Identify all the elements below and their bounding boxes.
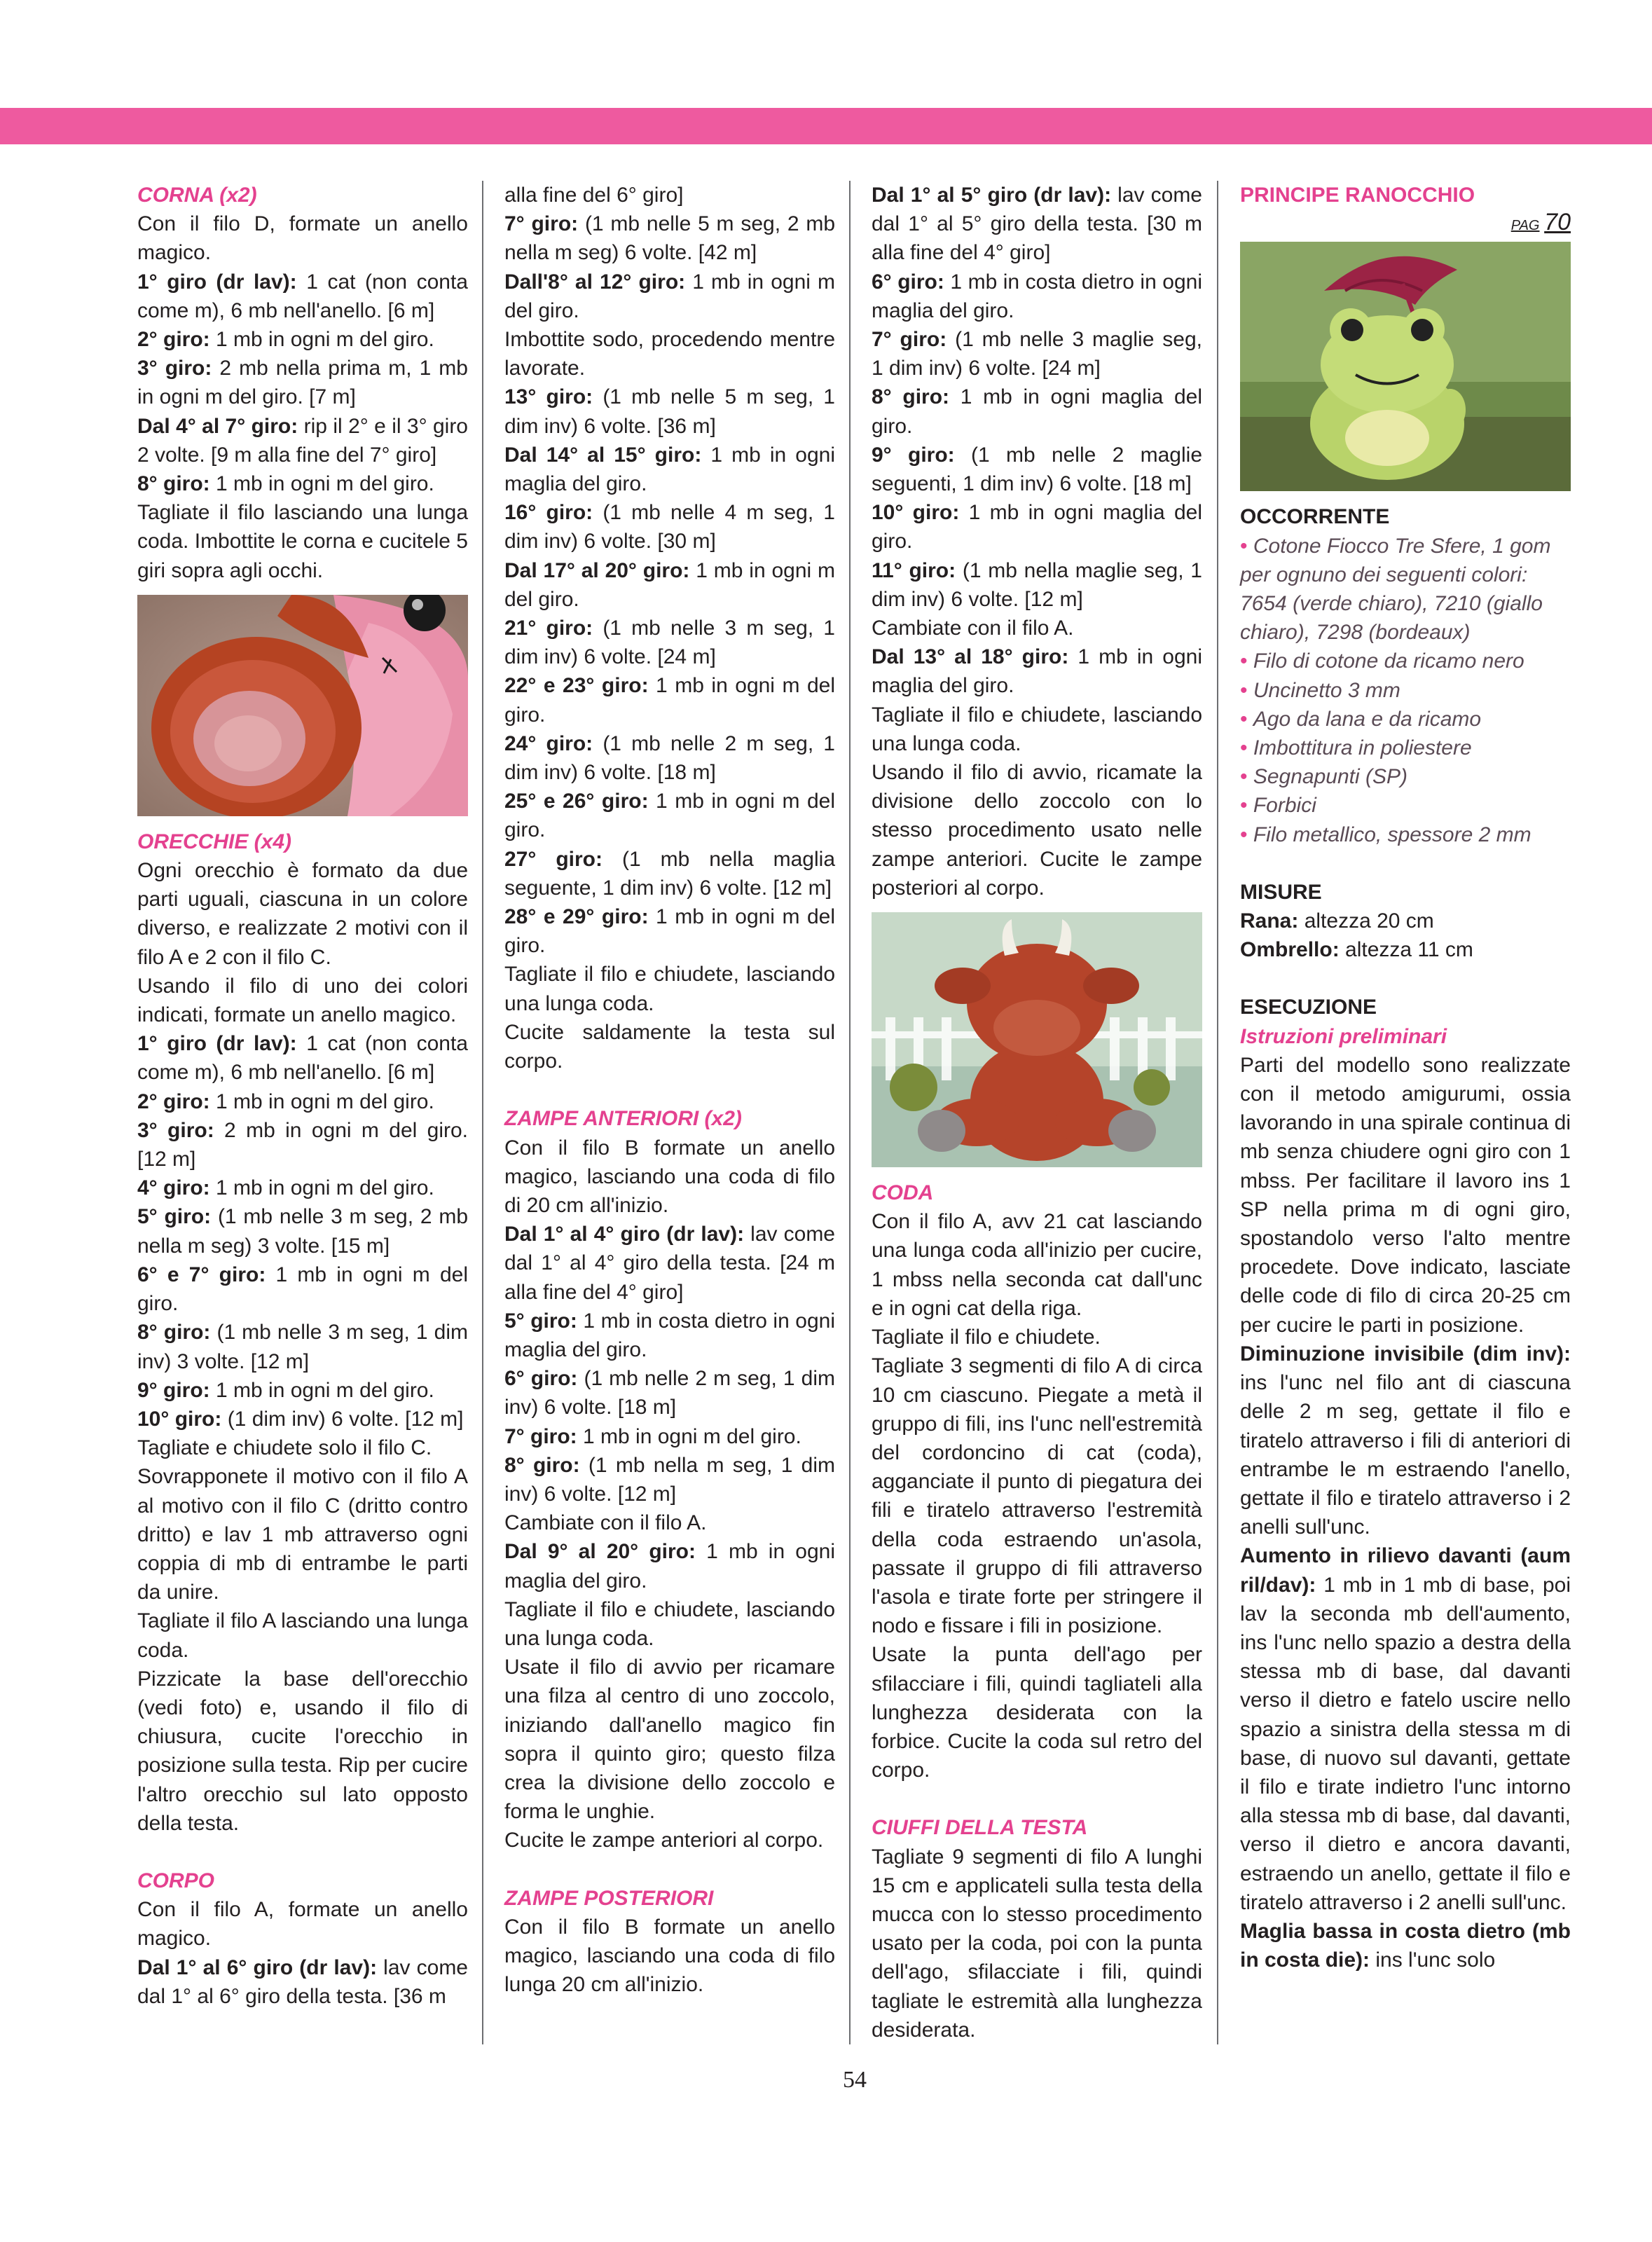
row-label: 2° giro: [137, 1089, 210, 1113]
row-label: 7° giro: [872, 328, 947, 352]
esecuzione-rows [1240, 1051, 1571, 1975]
frog-amigurumi-photo [1240, 242, 1571, 491]
row-label: 9° giro: [872, 443, 955, 467]
instruction-paragraph [137, 325, 468, 354]
instruction-paragraph [872, 642, 1202, 700]
instruction-paragraph [137, 1376, 468, 1405]
row-label: 3° giro: [137, 1118, 214, 1142]
row-label: Dal 4° al 7° giro: [137, 414, 298, 438]
row-text: (1 mb nelle 3 m seg, 1 dim inv) 6 volte. [24 m] [504, 617, 835, 669]
instruction-paragraph [137, 1087, 468, 1116]
row-label: 16° giro: [504, 501, 593, 525]
row-text: 1 mb in 1 mb di base, poi lav la seconda mb dell'aumento, ins l'unc nello spazio a destra della stessa mb di base, dal davanti verso il dietro e fatelo uscire nello spazio a sinistra della stessa m di base, di nuovo sul davanti, gettate il filo e tirate indietro l'unc intorno alla stessa mb di base, dal davanti, verso il dietro e ancora davanti, estraendo un anello, gettate il filo e tiratelo attraverso i 2 anelli sull'unc. [1240, 1573, 1571, 1914]
section-title-esecuzione: ESECUZIONE [1240, 996, 1377, 1019]
row-text: lav come dal 1° al 6° giro della testa. [36 m [137, 1955, 468, 2008]
zampe-posteriori-rows-continued [872, 181, 1202, 902]
row-text: (1 mb nelle 3 maglie seg, 1 dim inv) 6 volte. [24 m] [872, 328, 1202, 380]
instruction-paragraph [872, 498, 1202, 556]
page-reference-label: PAG [1510, 218, 1540, 234]
instruction-paragraph [504, 1508, 835, 1537]
row-text: 1 mb in ogni maglia del giro. [872, 645, 1202, 698]
misure-rows [1240, 907, 1571, 964]
instruction-paragraph [137, 1202, 468, 1260]
row-label: 7° giro: [504, 1424, 577, 1448]
instruction-paragraph [872, 1843, 1202, 2044]
instruction-paragraph [872, 1207, 1202, 1323]
section-title-coda: CODA [872, 1181, 934, 1205]
row-text: Pizzicate la base dell'orecchio (vedi foto) e, usando il filo di chiusura, cucite l'orecchio in posizione sulla testa. Rip per cucire l'altro orecchio sul lato opposto della testa. [137, 1667, 468, 1835]
row-text: Tagliate il filo e chiudete. [872, 1326, 1101, 1349]
instruction-paragraph [137, 1433, 468, 1462]
section-title-misure: MISURE [1240, 880, 1322, 904]
row-text: 1 mb in ogni m del giro. [209, 1089, 434, 1113]
material-text: Filo di cotone da ricamo nero [1253, 649, 1524, 673]
instruction-paragraph [137, 1174, 468, 1202]
pattern-title: PRINCIPE RANOCCHIO [1240, 184, 1475, 207]
instruction-paragraph [137, 412, 468, 469]
instruction-paragraph [872, 181, 1202, 268]
zampe-posteriori-rows [504, 1913, 835, 2000]
instruction-paragraph [504, 671, 835, 729]
instruction-paragraph [504, 902, 835, 960]
column-3 [872, 181, 1202, 2044]
bullet-icon: • [1240, 678, 1253, 702]
instruction-paragraph [137, 1116, 468, 1174]
row-text: 1 mb in ogni m del giro. [577, 1424, 801, 1448]
row-text: 1 mb in ogni maglia del giro. [504, 443, 835, 496]
instruction-paragraph [504, 845, 835, 902]
page-number: 54 [843, 2067, 867, 2093]
row-text: (1 mb nelle 3 m seg, 1 dim inv) 3 volte. [12 m] [137, 1321, 468, 1373]
row-label: Dal 1° al 6° giro (dr lav): [137, 1955, 378, 1979]
row-label: 27° giro: [504, 847, 603, 871]
instruction-paragraph [504, 1018, 835, 1075]
instruction-paragraph [1240, 935, 1571, 964]
row-label: 1° giro (dr lav): [137, 270, 297, 294]
materials-list [1240, 532, 1571, 849]
instruction-paragraph [872, 614, 1202, 642]
material-text: Ago da lana e da ricamo [1253, 707, 1482, 731]
row-label: Maglia bassa in costa dietro (mb in costa die): [1240, 1919, 1571, 1972]
row-text: Cambiate con il filo A. [504, 1511, 707, 1535]
instruction-paragraph [1240, 1541, 1571, 1917]
material-text: Filo metallico, spessore 2 mm [1253, 823, 1531, 846]
instruction-paragraph [504, 960, 835, 1017]
instruction-paragraph [137, 1953, 468, 2011]
row-text: (1 mb nella maglia seguente, 1 dim inv) 6 volte. [12 m] [504, 847, 835, 900]
row-text: Tagliate il filo A lasciando una lunga coda. [137, 1609, 469, 1662]
zampe-anteriori-rows [504, 1134, 835, 1855]
row-label: 5° giro: [137, 1205, 212, 1229]
column-divider [482, 181, 483, 2044]
instruction-paragraph [504, 1451, 835, 1508]
instruction-paragraph [872, 383, 1202, 440]
material-item [1240, 820, 1571, 849]
section-title-zampe-posteriori: ZAMPE POSTERIORI [504, 1886, 714, 1910]
row-label: 8° giro: [137, 1321, 211, 1344]
instruction-paragraph [504, 1595, 835, 1653]
page-reference-number: 70 [1544, 209, 1571, 236]
row-text: alla fine del 6° giro] [504, 184, 684, 207]
ear-detail-photo [137, 595, 468, 816]
material-item [1240, 532, 1571, 647]
row-text: Tagliate e chiudete solo il filo C. [137, 1436, 432, 1460]
row-text: Usate la punta dell'ago per sfilacciare i fili, quindi tagliateli alla lunghezza desiderata con la forbice. Cucite la coda sul retro del corpo. [872, 1643, 1202, 1782]
row-text: Cucite le zampe anteriori al corpo. [504, 1829, 824, 1852]
instruction-paragraph [504, 383, 835, 440]
instruction-paragraph [504, 787, 835, 844]
instruction-paragraph [504, 1364, 835, 1422]
section-title-corpo: CORPO [137, 1869, 215, 1892]
instruction-paragraph [137, 498, 468, 585]
row-label: 22° e 23° giro: [504, 674, 649, 698]
row-text: Usando il filo di avvio, ricamate la divisione dello zoccolo con lo stesso procedimento usato nelle zampe anteriori. Cucite le zampe posteriori al corpo. [872, 761, 1202, 900]
row-text: Cucite saldamente la testa sul corpo. [504, 1020, 835, 1073]
cow-amigurumi-photo [872, 912, 1202, 1167]
section-title-orecchie: ORECCHIE (x4) [137, 830, 292, 853]
row-label: 21° giro: [504, 617, 593, 640]
instruction-paragraph [137, 856, 468, 972]
page-reference[interactable] [1240, 208, 1571, 240]
row-text: 1 mb in ogni m del giro. [504, 558, 835, 611]
material-item [1240, 734, 1571, 762]
top-accent-band [0, 108, 1652, 144]
section-title-corna: CORNA (x2) [137, 184, 257, 207]
row-text: Imbottite sodo, procedendo mentre lavorate. [504, 328, 835, 380]
instruction-paragraph [504, 181, 835, 209]
row-text: altezza 20 cm [1298, 909, 1434, 933]
row-label: 6° giro: [504, 1367, 578, 1391]
row-text: rip il 2° e il 3° giro 2 volte. [9 m alla fine del 7° giro] [137, 414, 468, 467]
row-label: 6° e 7° giro: [137, 1263, 266, 1286]
row-label: 28° e 29° giro: [504, 905, 649, 929]
row-text: (1 mb nella maglie seg, 1 dim inv) 6 volte. [12 m] [872, 558, 1202, 611]
row-text: ins l'unc solo [1370, 1948, 1496, 1972]
row-text: (1 mb nelle 2 m seg, 1 dim inv) 6 volte. [18 m] [504, 1367, 835, 1419]
row-label: 10° giro: [137, 1407, 222, 1431]
row-label: Dal 1° al 4° giro (dr lav): [504, 1223, 745, 1246]
row-text: Usate il filo di avvio per ricamare una filza al centro di uno zoccolo, iniziando dall'anello magico fin sopra il quinto giro; questo filza crea la divisione dello zoccolo e forma le unghie. [504, 1656, 835, 1824]
row-label: 1° giro (dr lav): [137, 1032, 297, 1056]
instruction-paragraph [504, 1220, 835, 1307]
instruction-paragraph [504, 1307, 835, 1364]
row-text: altezza 11 cm [1339, 938, 1473, 962]
row-label: 9° giro: [137, 1378, 210, 1402]
material-text: Forbici [1253, 794, 1316, 818]
bullet-icon: • [1240, 534, 1253, 558]
row-text: (1 mb nelle 2 maglie seguenti, 1 dim inv) 6 volte. [18 m] [872, 443, 1203, 496]
coda-rows [872, 1207, 1202, 1784]
material-item [1240, 705, 1571, 734]
corpo-rows [137, 1895, 468, 2011]
row-text: Parti del modello sono realizzate con il metodo amigurumi, ossia lavorando in una spirale continua di mb senza chiudere ogni giro con 1 mbss. Per facilitare il lavoro ins 1 SP nella prima m di ogni giro, spostandolo verso l'alto mentre procedete. Dove indicato, lasciate delle code di filo di circa 20-25 cm per cucire le parti in posizione. [1240, 1053, 1571, 1337]
material-item [1240, 762, 1571, 791]
instruction-paragraph [137, 354, 468, 411]
instruction-paragraph [872, 441, 1202, 498]
instruction-paragraph [872, 1323, 1202, 1352]
instruction-paragraph [504, 1422, 835, 1451]
row-text: lav come dal 1° al 5° giro della testa. [30 m alla fine del 4° giro] [872, 184, 1202, 265]
instruction-paragraph [872, 268, 1202, 325]
row-text: 1 mb in ogni m del giro. [504, 270, 835, 322]
instruction-paragraph [1240, 907, 1571, 935]
row-text: Tagliate 9 segmenti di filo A lunghi 15 cm e applicateli sulla testa della mucca con lo stesso procedimento usato per la coda, poi con la punta dell'ago, sfilacciate i fili, quindi tagliate le estremità alla lunghezza desiderata. [872, 1845, 1202, 2042]
row-text: 1 mb in costa dietro in ogni maglia del giro. [872, 270, 1203, 322]
instruction-paragraph [504, 729, 835, 787]
row-text: ins l'unc nel filo ant di ciascuna delle 2 m seg, gettate il filo e tiratelo attraverso i fili di anteriori di entrambe le m estraendo l'anello, gettate il filo e tiratelo attraverso i 2 anelli sull'unc. [1240, 1371, 1571, 1539]
row-label: 25° e 26° giro: [504, 790, 649, 813]
instruction-paragraph [872, 1352, 1202, 1640]
row-label: Aumento in rilievo davanti (aum ril/dav): [1240, 1544, 1571, 1597]
row-text: 1 cat (non conta come m), 6 mb nell'anello. [6 m] [137, 270, 468, 322]
ciuffi-rows [872, 1843, 1202, 2044]
instruction-paragraph [504, 209, 835, 267]
row-label: 11° giro: [872, 558, 956, 582]
instruction-paragraph [137, 1665, 468, 1838]
row-text: lav come dal 1° al 4° giro della testa. [24 m alla fine del 4° giro] [504, 1223, 835, 1304]
section-title-ciuffi: CIUFFI DELLA TESTA [872, 1816, 1088, 1840]
row-text: Con il filo B formate un anello magico, lasciando una coda di filo di 20 cm all'inizio. [504, 1136, 835, 1217]
row-label: 6° giro: [872, 270, 944, 294]
bullet-icon: • [1240, 765, 1253, 789]
column-2 [504, 181, 835, 1999]
instruction-paragraph [504, 441, 835, 498]
instruction-paragraph [137, 1462, 468, 1607]
instruction-paragraph [504, 614, 835, 671]
row-text: 1 mb in ogni m del giro. [504, 905, 835, 958]
instruction-paragraph [504, 1653, 835, 1826]
bullet-icon: • [1240, 649, 1253, 673]
material-text: Segnapunti (SP) [1253, 765, 1407, 789]
row-label: 24° giro: [504, 731, 593, 755]
corna-rows [137, 268, 468, 585]
row-text: Tagliate il filo e chiudete, lasciando una lunga coda. [504, 1597, 835, 1650]
row-text: 1 cat (non conta come m), 6 mb nell'anello. [6 m] [137, 1032, 468, 1085]
row-text: 1 mb in ogni m del giro. [209, 328, 434, 352]
instruction-paragraph [137, 1405, 468, 1433]
instruction-paragraph [872, 325, 1202, 383]
instruction-paragraph [504, 1134, 835, 1220]
instruction-paragraph [137, 972, 468, 1029]
row-label: 2° giro: [137, 328, 210, 352]
row-label: Dal 9° al 20° giro: [504, 1540, 696, 1564]
row-label: 13° giro: [504, 385, 593, 409]
row-text: 1 mb in ogni maglia del giro. [872, 501, 1202, 553]
instruction-paragraph [137, 1029, 468, 1087]
bullet-icon: • [1240, 823, 1253, 846]
row-label: Dal 14° al 15° giro: [504, 443, 702, 467]
material-text: Cotone Fiocco Tre Sfere, 1 gom per ognuno dei seguenti colori: 7654 (verde chiaro), 7210 (giallo chiaro), 7298 (bordeaux) [1240, 534, 1551, 645]
row-text: 1 mb in ogni maglia del giro. [872, 385, 1202, 438]
instruction-paragraph [1240, 1340, 1571, 1541]
row-text: (1 mb nelle 5 m seg, 2 mb nella m seg) 6 volte. [42 m] [504, 212, 836, 265]
row-label: 10° giro: [872, 501, 960, 525]
row-text: (1 mb nelle 4 m seg, 1 dim inv) 6 volte. [30 m] [504, 501, 835, 553]
instruction-paragraph [872, 1640, 1202, 1784]
instruction-paragraph [137, 1607, 468, 1664]
row-label: 5° giro: [504, 1309, 577, 1333]
bullet-icon: • [1240, 707, 1253, 731]
instruction-paragraph [137, 1318, 468, 1375]
row-text: (1 mb nelle 3 m seg, 2 mb nella m seg) 3 volte. [15 m] [137, 1205, 469, 1258]
row-text: Con il filo B formate un anello magico, lasciando una coda di filo lunga 20 cm all'inizio. [504, 1915, 835, 1997]
row-text: Tagliate il filo e chiudete, lasciando una lunga coda. [872, 703, 1202, 755]
material-text: Uncinetto 3 mm [1253, 678, 1400, 702]
instruction-paragraph [137, 268, 468, 325]
corpo-rows-continued [504, 181, 835, 1075]
instruction-paragraph [504, 556, 835, 614]
instruction-paragraph [504, 268, 835, 325]
paragraph: Con il filo D, formate un anello magico. [137, 212, 468, 265]
orecchie-rows [137, 856, 468, 1838]
instruction-paragraph [1240, 1051, 1571, 1340]
row-text: Tagliate il filo lasciando una lunga coda. Imbottite le corna e cucitele 5 giri sopra agli occhi. [137, 501, 468, 582]
row-text: Ogni orecchio è formato da due parti uguali, ciascuna in un colore diverso, e realizzate 2 motivi con il filo A e 2 con il filo C. [137, 859, 468, 969]
row-label: 8° giro: [137, 472, 210, 496]
row-label: Dal 13° al 18° giro: [872, 645, 1069, 669]
row-label: 3° giro: [137, 357, 212, 380]
column-4 [1240, 181, 1571, 1974]
row-text: 2 mb nella prima m, 1 mb in ogni m del giro. [7 m] [137, 357, 468, 409]
row-text: Tagliate il filo e chiudete, lasciando una lunga coda. [504, 963, 835, 1015]
row-label: 4° giro: [137, 1176, 210, 1200]
row-label: 8° giro: [872, 385, 950, 409]
instruction-paragraph [504, 325, 835, 383]
bullet-icon: • [1240, 794, 1253, 818]
instruction-paragraph [137, 1260, 468, 1318]
column-divider [1217, 181, 1218, 2044]
subsection-title-istruzioni: Istruzioni preliminari [1240, 1024, 1447, 1048]
instruction-paragraph [872, 758, 1202, 902]
row-label: Dal 1° al 5° giro (dr lav): [872, 184, 1112, 207]
row-text: Sovrapponete il motivo con il filo A al motivo con il filo C (dritto contro dritto) e lav 1 mb attraverso ogni coppia di mb di entrambe le parti da unire. [137, 1465, 468, 1604]
row-text: Tagliate 3 segmenti di filo A di circa 10 cm ciascuno. Piegate a metà il gruppo di fili, ins l'unc nell'estremità del cordoncino di cat (coda), agganciate il punto di piegatura dei fili e tiratelo attraverso l'estremità della coda estraendo un'asola, passate il gruppo di fili attraverso l'asola e tirate forte per stringere il nodo e fissare i fili in posizione. [872, 1354, 1202, 1638]
row-text: 1 mb in ogni m del giro. [209, 472, 434, 496]
instruction-paragraph [872, 556, 1202, 614]
row-text: 1 mb in ogni m del giro. [209, 1378, 434, 1402]
row-label: Dal 17° al 20° giro: [504, 558, 690, 582]
instruction-paragraph [137, 469, 468, 498]
material-item [1240, 791, 1571, 820]
row-text: 1 mb in costa dietro in ogni maglia del giro. [504, 1309, 836, 1361]
row-text: 1 mb in ogni m del giro. [137, 1263, 468, 1316]
row-text: 1 mb in ogni m del giro. [504, 790, 835, 842]
instruction-paragraph [872, 701, 1202, 758]
row-label: 7° giro: [504, 212, 579, 236]
section-title-zampe-anteriori: ZAMPE ANTERIORI (x2) [504, 1107, 742, 1131]
row-label: Rana: [1240, 909, 1299, 933]
row-text: (1 mb nelle 2 m seg, 1 dim inv) 6 volte. [18 m] [504, 731, 835, 785]
row-label: Dall'8° al 12° giro: [504, 270, 686, 294]
row-text: (1 mb nella m seg, 1 dim inv) 6 volte. [12 m] [504, 1453, 835, 1506]
bullet-icon: • [1240, 736, 1253, 760]
row-text: 1 mb in ogni m del giro. [209, 1176, 434, 1200]
instruction-paragraph [504, 1913, 835, 2000]
material-item [1240, 676, 1571, 705]
row-text: (1 dim inv) 6 volte. [12 m] [221, 1407, 464, 1431]
instruction-paragraph [137, 1895, 468, 1953]
row-text: 1 mb in ogni m del giro. [504, 674, 835, 727]
instruction-paragraph [1240, 1917, 1571, 1974]
column-1 [137, 181, 468, 2011]
instruction-paragraph [504, 498, 835, 556]
material-text: Imbottitura in poliestere [1253, 736, 1472, 760]
row-text: Cambiate con il filo A. [872, 617, 1074, 640]
material-item [1240, 647, 1571, 675]
row-text: 1 mb in ogni maglia del giro. [504, 1540, 835, 1593]
row-text: 2 mb in ogni m del giro. [12 m] [137, 1118, 469, 1171]
instruction-paragraph [504, 1826, 835, 1855]
row-text: Con il filo A, avv 21 cat lasciando una lunga coda all'inizio per cucire, 1 mbss nella seconda cat dall'unc e in ogni cat della riga. [872, 1210, 1202, 1320]
column-divider [849, 181, 851, 2044]
row-text: Con il filo A, formate un anello magico. [137, 1898, 468, 1951]
row-label: 8° giro: [504, 1453, 580, 1477]
instruction-paragraph [504, 1537, 835, 1595]
row-label: Diminuzione invisibile (dim inv): [1240, 1342, 1571, 1366]
section-title-occorrente: OCCORRENTE [1240, 505, 1390, 529]
row-text: Usando il filo di uno dei colori indicati, formate un anello magico. [137, 974, 468, 1027]
row-label: Ombrello: [1240, 938, 1340, 962]
row-text: (1 mb nelle 5 m seg, 1 dim inv) 6 volte. [36 m] [504, 385, 835, 438]
